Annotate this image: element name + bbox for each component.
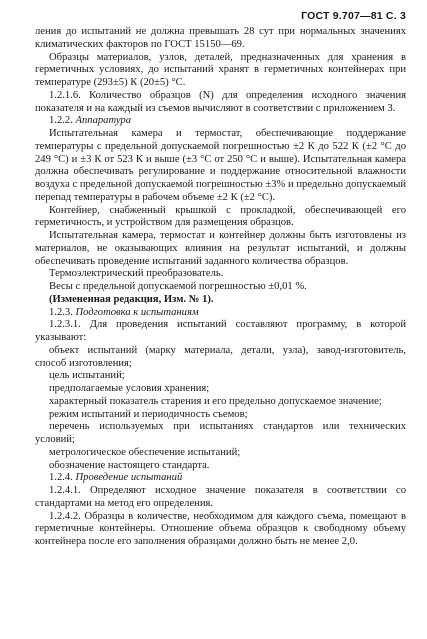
paragraph: Испытательная камера и термостат, обеспечивающие поддержание температуры с предельной допускаемой погрешностью ±2 К до 522 К (±2 °С до 249 °С) и ±3 К от 523 К и выше (±3 °С от 250 °С и выше). Испытательная камера должна обеспечивать регулирование и поддержание относительной влажности воздуха с предельной допускаемой погрешностью ±3% и предельно допускаемый перепад температуры в рабочем объеме ±2 К (±2 °С). bbox=[35, 128, 406, 203]
section-number: 1.2.3. bbox=[49, 306, 73, 318]
paragraph: ления до испытаний не должна превышать 28 сут при нормальных значениях климатических факторов по ГОСТ 15150—69. bbox=[35, 26, 406, 50]
section-number: 1.2.2. bbox=[49, 115, 73, 127]
paragraph: Контейнер, снабженный крышкой с прокладкой, обеспечивающей его герметичность, и устройством для размещения образцов. bbox=[35, 204, 406, 229]
list-item: перечень используемых при испытаниях стандартов или технических условий; bbox=[35, 421, 406, 445]
list-item: цель испытаний; bbox=[49, 370, 125, 382]
paragraph: 1.2.4.2. Образцы в количестве, необходимом для каждого съема, помещают в герметичные контейнеры. Отношение объема образцов к свободному объему контейнера после его заполнения образцами должно быть не менее 2,0. bbox=[35, 510, 406, 547]
section-title: Подготовка к испытаниям bbox=[75, 306, 199, 318]
page-header: ГОСТ 9.707—81 С. 3 bbox=[301, 10, 406, 22]
paragraph: 1.2.3.1. Для проведения испытаний составляют программу, в которой указывают: bbox=[35, 319, 406, 343]
document-body bbox=[35, 26, 406, 549]
section-heading-preparation bbox=[35, 307, 406, 320]
paragraph: Испытательная камера, термостат и контейнер должны быть изготовлены из материалов, не оказывающих влияния на результат испытаний, и должны обеспечивать проведение испытаний заданного количества образцов. bbox=[35, 230, 406, 267]
paragraph: 1.2.4.1. Определяют исходное значение показателя в соответствии со стандартами на метод его определения. bbox=[35, 485, 406, 509]
section-heading-conduct bbox=[35, 472, 406, 485]
list-item: предполагаемые условия хранения; bbox=[49, 383, 210, 394]
paragraph: 1.2.1.6. Количество образцов (N) для определения исходного значения показателя и на каждый из съемов вычисляют в соответствии с приложением 3. bbox=[35, 89, 406, 114]
section-number: 1.2.4. bbox=[49, 472, 73, 484]
list-item: метрологическое обеспечение испытаний; bbox=[49, 446, 241, 458]
list-item: обозначение настоящего стандарта. bbox=[49, 459, 210, 471]
section-heading-apparatus bbox=[35, 115, 406, 128]
section-title: Проведение испытаний bbox=[75, 472, 183, 484]
section-title: Аппаратура bbox=[75, 115, 131, 127]
paragraph: Весы с предельной допускаемой погрешностью ±0,01 %. bbox=[49, 281, 307, 292]
amendment-note: (Измененная редакция, Изм. № 1). bbox=[49, 293, 214, 305]
list-item: характерный показатель старения и его предельно допускаемое значение; bbox=[49, 395, 382, 407]
paragraph: Образцы материалов, узлов, деталей, предназначенных для хранения в герметичных условиях, до испытаний хранят в герметичных контейнерах при температуре (293±5) К (20±5) °С. bbox=[35, 51, 406, 88]
list-item: режим испытаний и периодичность съемов; bbox=[49, 408, 248, 420]
list-item: объект испытаний (марку материала, детали, узла), завод-изготовитель, способ изготовления; bbox=[35, 344, 406, 369]
paragraph: Термоэлектрический преобразователь. bbox=[49, 268, 224, 280]
